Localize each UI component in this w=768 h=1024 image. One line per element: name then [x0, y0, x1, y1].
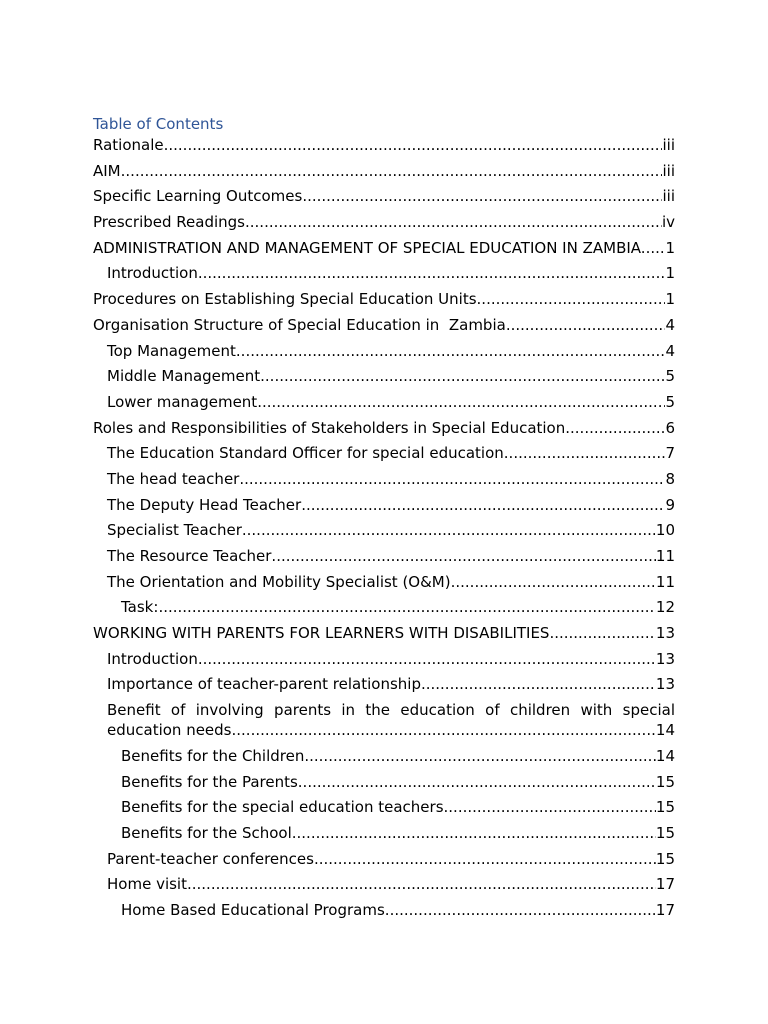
dot-leader [506, 315, 666, 335]
toc-page-number: 1 [665, 290, 675, 309]
toc-page-number: 5 [665, 367, 675, 386]
dot-leader [301, 495, 665, 515]
toc-heading: Table of Contents [93, 115, 224, 133]
toc-page-number: 5 [665, 392, 675, 411]
dot-leader [421, 674, 656, 694]
dot-leader [158, 597, 655, 617]
toc-entry-title: Home Based Educational Programs [121, 900, 385, 919]
toc-page-number: iii [662, 161, 675, 180]
document-page [93, 113, 675, 926]
toc-entry-introduction-2[interactable] [93, 649, 675, 669]
toc-page-number: 11 [655, 547, 675, 565]
toc-entry-title: Prescribed Readings [93, 213, 245, 232]
toc-page-number: 15 [655, 823, 675, 842]
toc-entry-title: Benefits for the Parents [121, 772, 298, 791]
toc-page-number: iv [661, 213, 675, 232]
toc-page-number: 17 [655, 875, 675, 894]
toc-page-number: 9 [665, 495, 675, 514]
toc-entry-benefits-parents[interactable] [93, 772, 675, 792]
toc-entry-title: ADMINISTRATION AND MANAGEMENT OF SPECIAL EDUCATION IN ZAMBIA. [93, 238, 646, 257]
toc-entry-title: The Orientation and Mobility Specialist (O&M) [107, 572, 451, 591]
toc-entry-title: Benefits for the School [121, 823, 292, 842]
toc-entry-roles-and-responsibilities[interactable] [93, 418, 675, 438]
toc-entry-specialist-teacher[interactable] [93, 520, 675, 540]
toc-page-number: iii [662, 136, 675, 154]
toc-entry-rationale[interactable] [93, 135, 675, 155]
toc-entry-working-with-parents[interactable] [93, 623, 675, 643]
toc-entry-title: Rationale [93, 136, 164, 154]
dot-leader [260, 366, 665, 386]
toc-entry-procedures-establishing-units[interactable] [93, 289, 675, 309]
toc-entry-title: The Deputy Head Teacher [107, 495, 302, 514]
toc-entry-title: Introduction [107, 264, 198, 283]
toc-entry-resource-teacher[interactable] [93, 546, 675, 566]
dot-leader [239, 469, 665, 489]
toc-entry-task[interactable] [93, 597, 675, 617]
toc-page-number: 13 [655, 675, 675, 694]
toc-entry-title: Task: [121, 598, 159, 617]
toc-page-number: 15 [655, 798, 675, 817]
toc-entry-lower-management[interactable] [93, 392, 675, 412]
dot-leader [549, 623, 655, 643]
toc-entry-title: Benefits for the special education teachers [121, 798, 444, 817]
toc-entry-title: Top Management [107, 341, 236, 360]
toc-entry-title-line2: education needs [107, 721, 232, 740]
toc-page-number: 10 [655, 521, 675, 540]
toc-entry-benefits-teachers[interactable] [93, 797, 675, 817]
toc-page-number: iii [662, 187, 675, 206]
dot-leader [292, 823, 656, 843]
toc-entry-top-management[interactable] [93, 341, 675, 361]
toc-entry-title: Parent-teacher conferences [107, 849, 314, 868]
dot-leader [444, 797, 656, 817]
dot-leader [242, 520, 656, 540]
dot-leader [187, 874, 656, 894]
dot-leader [121, 161, 663, 181]
toc-entry-prescribed-readings[interactable] [93, 212, 675, 232]
dot-leader [385, 900, 656, 920]
toc-page-number: 14 [655, 721, 675, 740]
toc-page-number: 14 [655, 746, 675, 765]
toc-entry-title: WORKING WITH PARENTS FOR LEARNERS WITH DISABILITIES [93, 624, 550, 643]
dot-leader [198, 649, 656, 669]
toc-entry-title-line1: Benefit of involving parents in the education of children with special [107, 701, 675, 720]
toc-entry-parent-teacher-conferences[interactable] [93, 849, 675, 869]
dot-leader [451, 572, 656, 592]
toc-entry-title: Specialist Teacher [107, 521, 242, 540]
dot-leader [302, 186, 662, 206]
toc-entry-title: Procedures on Establishing Special Education Units [93, 290, 477, 309]
toc-entry-title: The Education Standard Officer for special education [107, 444, 504, 463]
toc-entry-orientation-mobility-specialist[interactable] [93, 572, 675, 592]
toc-entry-title: Roles and Responsibilities of Stakeholders in Special Education [93, 418, 566, 437]
toc-entry-benefit-of-involving-parents[interactable] [93, 700, 675, 740]
toc-entry-organisation-structure[interactable] [93, 315, 675, 335]
toc-entry-deputy-head-teacher[interactable] [93, 495, 675, 515]
toc-page-number: 1 [665, 238, 675, 257]
toc-entry-title: Benefits for the Children [121, 746, 305, 765]
toc-entry-benefits-school[interactable] [93, 823, 675, 843]
toc-page-number: 4 [665, 315, 675, 334]
toc-list [93, 135, 675, 920]
toc-page-number: 1 [665, 264, 675, 283]
dot-leader [298, 772, 656, 792]
toc-page-number: 13 [655, 624, 675, 643]
toc-entry-aim[interactable] [93, 161, 675, 181]
toc-page-number: 15 [655, 849, 675, 868]
toc-page-number: 13 [655, 649, 675, 668]
toc-entry-title: Specific Learning Outcomes [93, 187, 303, 206]
dot-leader [164, 135, 663, 155]
toc-entry-title: Introduction [107, 649, 198, 668]
toc-page-number: 11 [655, 572, 675, 591]
dot-leader [304, 746, 656, 766]
toc-entry-title: Home visit [107, 875, 187, 894]
dot-leader [646, 238, 666, 258]
toc-entry-home-based-programs[interactable] [93, 900, 675, 920]
toc-entry-title: AIM [93, 161, 121, 180]
toc-page-number: 17 [655, 900, 675, 919]
toc-entry-head-teacher[interactable] [93, 469, 675, 489]
toc-entry-title: Importance of teacher-parent relationship [107, 675, 421, 694]
dot-leader [504, 443, 666, 463]
toc-page-number: 15 [655, 772, 675, 791]
dot-leader [477, 289, 666, 309]
toc-entry-education-standard-officer[interactable] [93, 443, 675, 463]
toc-entry-title: Middle Management [107, 367, 261, 386]
toc-entry-teacher-parent-relationship[interactable] [93, 674, 675, 694]
toc-page-number: 7 [665, 444, 675, 463]
toc-entry-specific-learning-outcomes[interactable] [93, 186, 675, 206]
toc-entry-benefits-children[interactable] [93, 746, 675, 766]
toc-page-number: 4 [665, 341, 675, 360]
toc-entry-administration-and-management[interactable] [93, 238, 675, 258]
dot-leader [565, 418, 665, 438]
toc-entry-middle-management[interactable] [93, 366, 675, 386]
dot-leader [245, 212, 662, 232]
toc-entry-introduction[interactable] [93, 263, 675, 283]
dot-leader [257, 392, 665, 412]
toc-entry-title: The Resource Teacher [107, 547, 272, 565]
toc-entry-title: Organisation Structure of Special Education in Zambia [93, 315, 506, 334]
toc-entry-home-visit[interactable] [93, 874, 675, 894]
toc-page-number: 6 [665, 418, 675, 437]
toc-entry-title-line2-row [107, 720, 675, 740]
dot-leader [232, 720, 656, 740]
dot-leader [271, 546, 655, 566]
toc-page-number: 8 [665, 469, 675, 488]
dot-leader [198, 263, 666, 283]
toc-page-number: 12 [655, 598, 675, 617]
toc-entry-title: The head teacher [107, 469, 240, 488]
dot-leader [314, 849, 656, 869]
dot-leader [236, 341, 666, 361]
toc-entry-title: Lower management [107, 392, 258, 411]
